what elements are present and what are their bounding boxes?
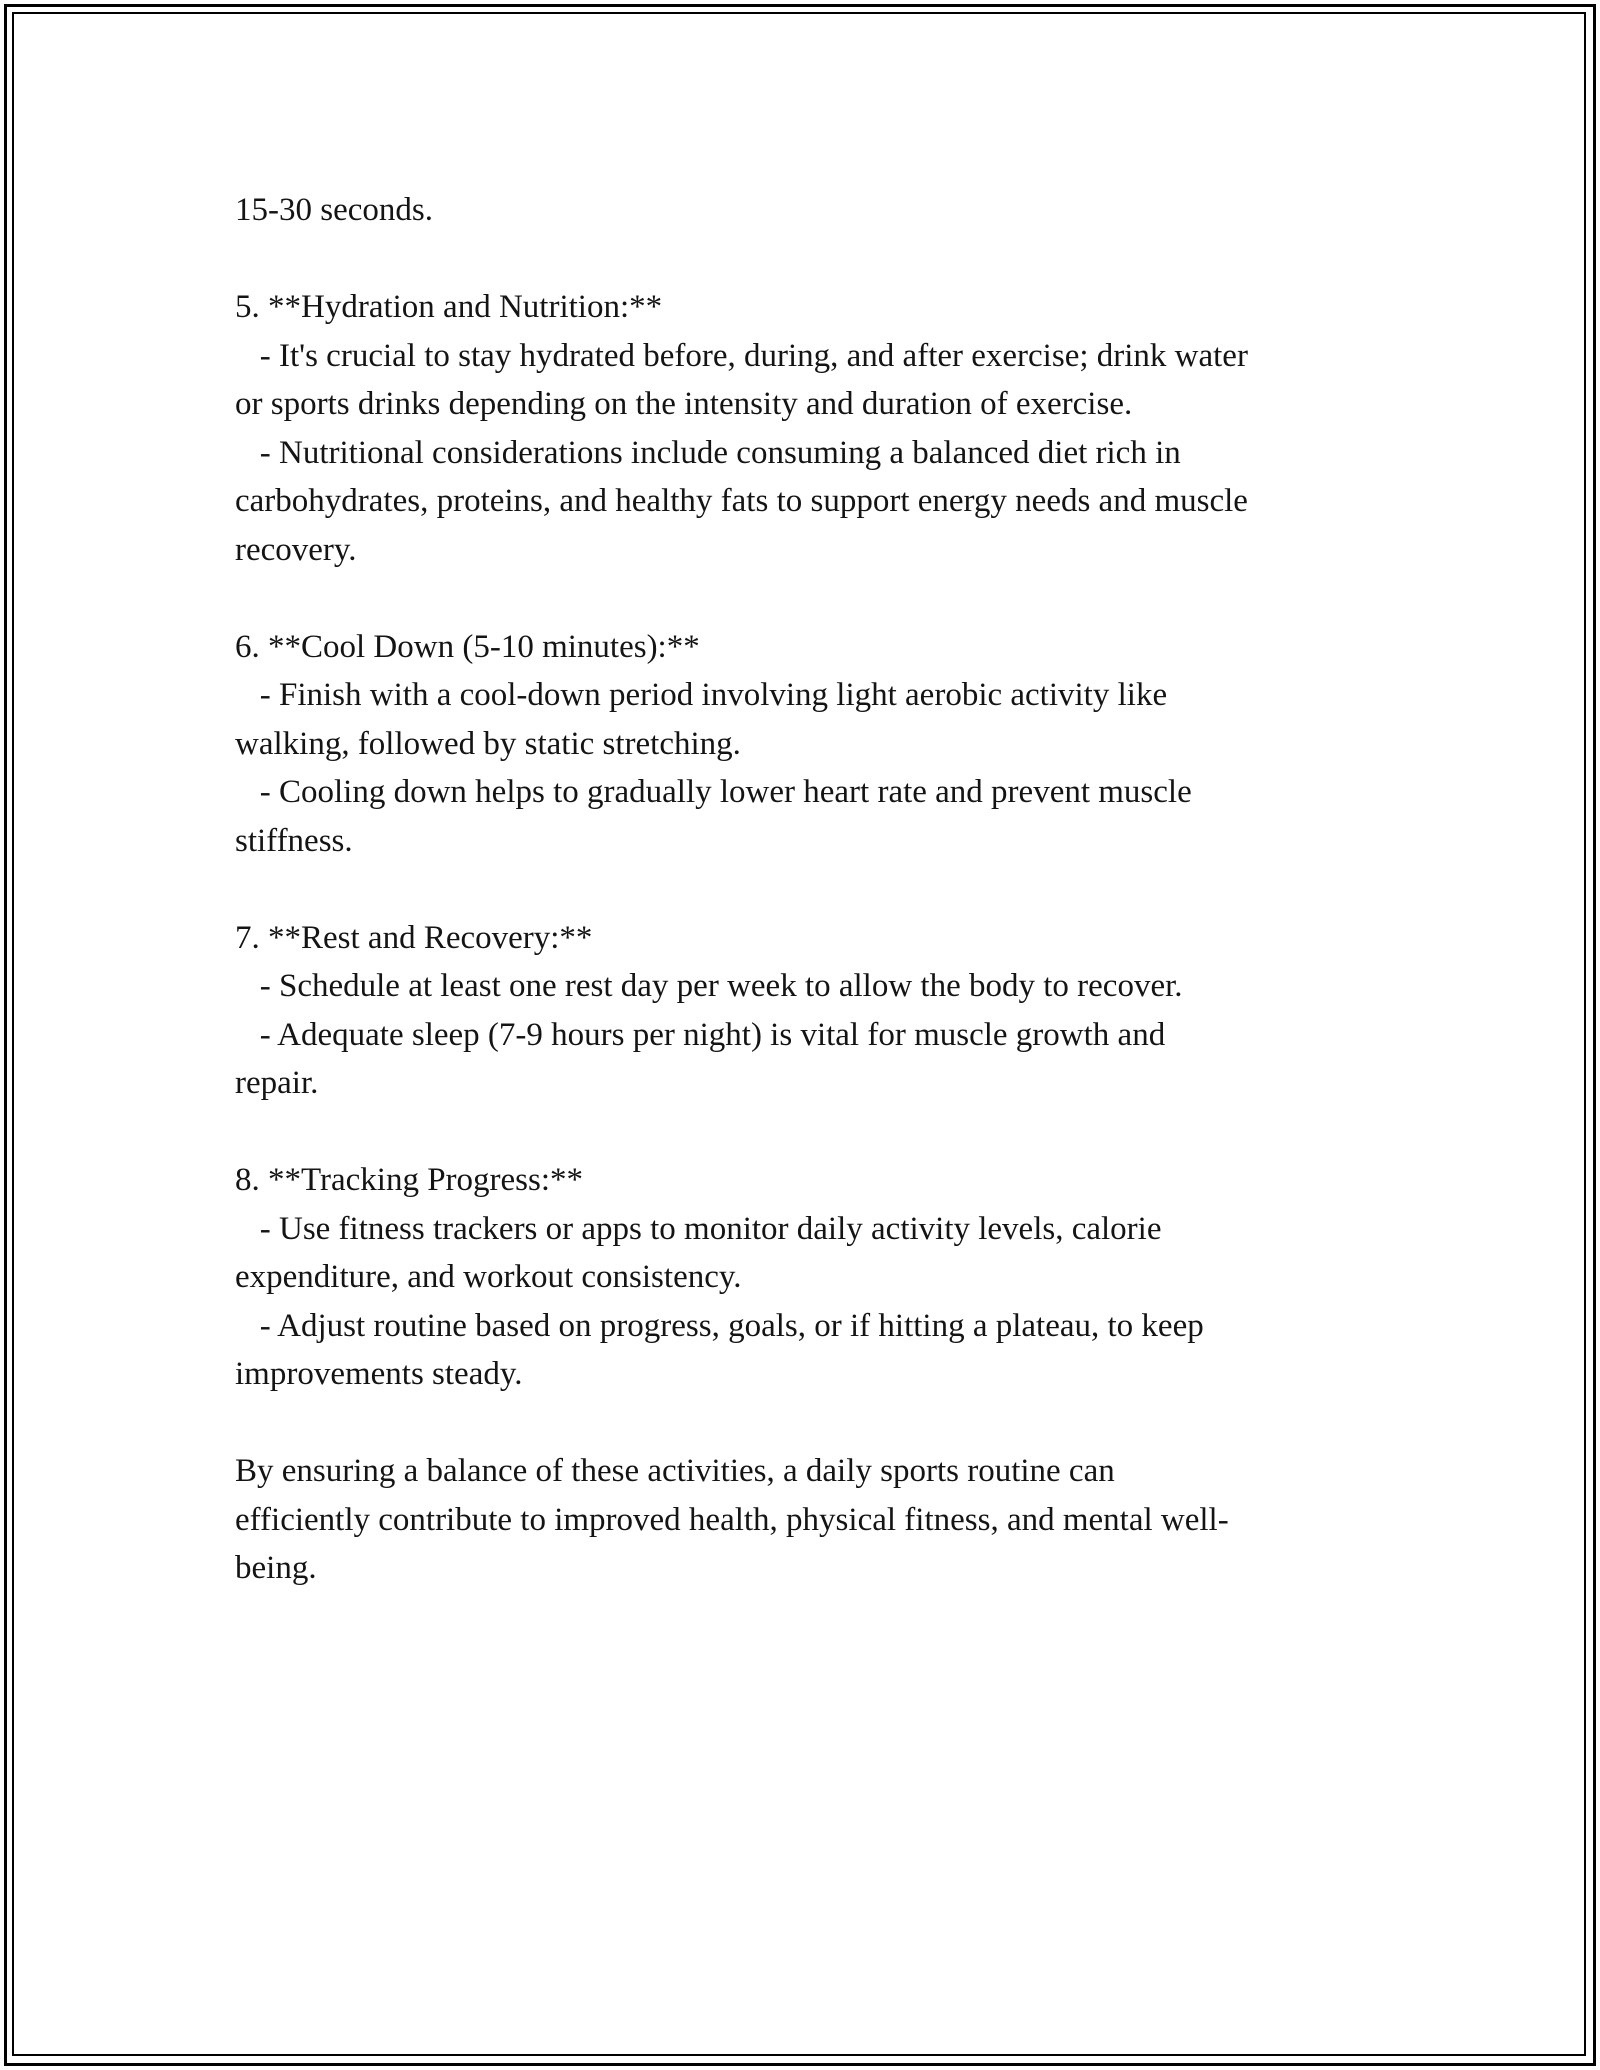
text-line: stiffness. (235, 822, 353, 859)
text-line: - Finish with a cool-down period involving light aerobic activity like (235, 677, 1168, 713)
text-line: - Nutritional considerations include consuming a balanced diet rich in (235, 434, 1181, 471)
blank-line (235, 865, 1365, 914)
section-heading: 7. **Rest and Recovery:** (235, 919, 593, 956)
section-heading: 5. **Hydration and Nutrition:** (235, 289, 663, 325)
document-body (235, 186, 1365, 1593)
conclusion-line: By ensuring a balance of these activities, a daily sports routine can (235, 1453, 1115, 1489)
text-line: improvements steady. (235, 1356, 523, 1392)
text-line: - Use fitness trackers or apps to monitor daily activity levels, calorie (235, 1210, 1162, 1247)
text-line: repair. (235, 1065, 319, 1101)
text-line: expenditure, and workout consistency. (235, 1259, 742, 1295)
text-line: - It's crucial to stay hydrated before, during, and after exercise; drink water (235, 337, 1248, 374)
text-line: - Schedule at least one rest day per week to allow the body to recover. (235, 968, 1183, 1004)
blank-line (235, 1399, 1365, 1448)
conclusion-line: efficiently contribute to improved health, physical fitness, and mental well- (235, 1501, 1229, 1538)
text-line: - Adequate sleep (7-9 hours per night) is vital for muscle growth and (235, 1016, 1166, 1053)
text-line: or sports drinks depending on the intensity and duration of exercise. (235, 386, 1133, 422)
text-line: carbohydrates, proteins, and healthy fats to support energy needs and muscle (235, 483, 1248, 519)
blank-line (235, 574, 1365, 623)
section-heading: 6. **Cool Down (5-10 minutes):** (235, 628, 700, 665)
text-line: - Cooling down helps to gradually lower heart rate and prevent muscle (235, 774, 1192, 810)
blank-line (235, 1108, 1365, 1157)
text-line: 15-30 seconds. (235, 192, 433, 228)
section-heading: 8. **Tracking Progress:** (235, 1162, 584, 1198)
blank-line (235, 235, 1365, 284)
text-line: walking, followed by static stretching. (235, 725, 741, 762)
conclusion-line: being. (235, 1550, 317, 1586)
text-line: recovery. (235, 531, 357, 568)
text-line: - Adjust routine based on progress, goals, or if hitting a plateau, to keep (235, 1307, 1204, 1344)
